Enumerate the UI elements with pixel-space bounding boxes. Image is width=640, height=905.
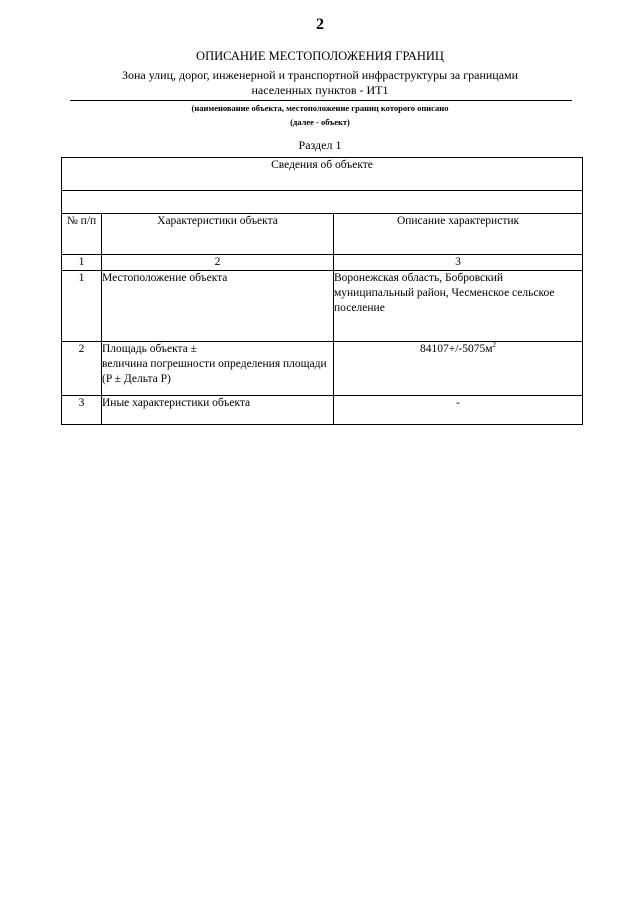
area-value: 84107+/-5075м	[419, 343, 493, 355]
table-header-row	[62, 158, 583, 191]
title-underline	[70, 100, 572, 101]
col-header-num: № п/п	[62, 214, 102, 255]
row-characteristic-line-1: Площадь объекта ±	[102, 343, 197, 355]
document-title: ОПИСАНИЕ МЕСТОПОЛОЖЕНИЯ ГРАНИЦ	[196, 49, 444, 63]
table-row	[62, 271, 583, 342]
row-characteristic	[102, 342, 334, 396]
row-num: 1	[62, 271, 102, 342]
column-header-row	[62, 214, 583, 255]
subtitle-line-2: населенных пунктов - ИТ1	[251, 83, 389, 97]
table-header: Сведения об объекте	[62, 158, 583, 191]
area-unit-exponent: 2	[492, 341, 497, 350]
row-description	[334, 342, 583, 396]
object-info-table	[61, 157, 583, 425]
object-caption-line-1: (наименование объекта, местоположение границ которого описано	[191, 103, 449, 113]
row-num: 2	[62, 342, 102, 396]
row-description: -	[334, 396, 583, 425]
table-row	[62, 396, 583, 425]
row-characteristic: Иные характеристики объекта	[102, 396, 334, 425]
row-characteristic-line-2: величина погрешности определения площади (P ± Дельта P)	[102, 358, 327, 385]
row-num: 3	[62, 396, 102, 425]
col-index-2: 2	[102, 255, 334, 271]
col-header-characteristics: Характеристики объекта	[102, 214, 334, 255]
subtitle-line-1: Зона улиц, дорог, инженерной и транспортной инфраструктуры за границами	[121, 68, 519, 82]
blank-cell	[62, 191, 583, 214]
col-index-3: 3	[334, 255, 583, 271]
document-subtitle	[70, 68, 570, 98]
col-header-description: Описание характеристик	[334, 214, 583, 255]
table-blank-row	[62, 191, 583, 214]
col-index-1: 1	[62, 255, 102, 271]
column-index-row	[62, 255, 583, 271]
row-characteristic: Местоположение объекта	[102, 271, 334, 342]
page-number: 2	[316, 16, 324, 33]
row-description: Воронежская область, Бобровский муниципальный район, Чесменское сельское поселение	[334, 271, 583, 342]
object-caption-line-2: (далее - объект)	[290, 117, 350, 127]
section-label: Раздел 1	[298, 138, 342, 152]
table-row	[62, 342, 583, 396]
